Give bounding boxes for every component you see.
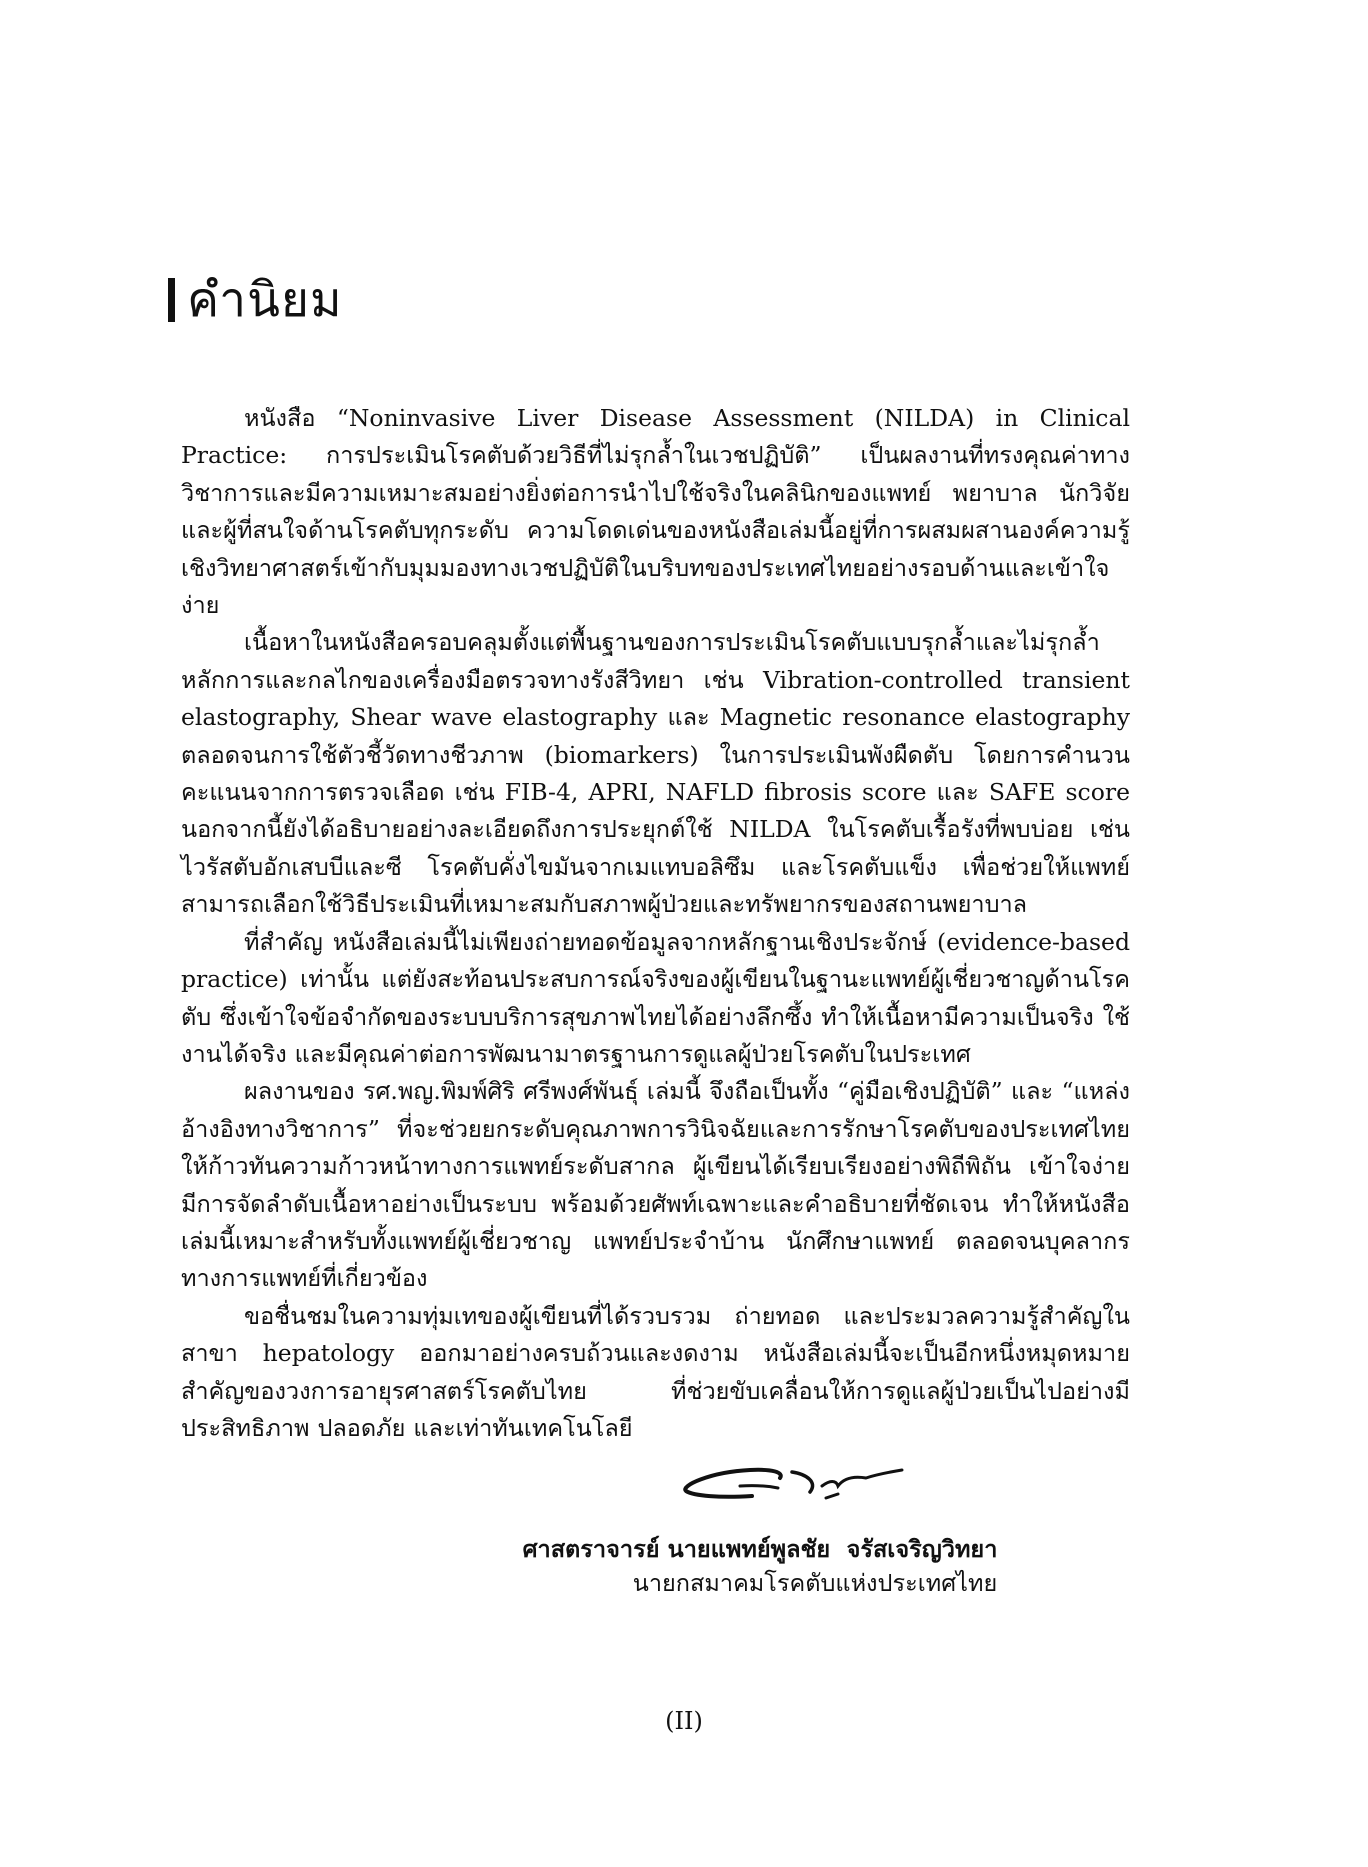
paragraph-5: ขอชื่นชมในความทุ่มเทของผู้เขียนที่ได้รวบรวม ถ่ายทอด และประมวลความรู้สำคัญในสาขา hepatology ออกมาอย่างครบถ้วนและงดงาม หนังสือเล่มนี้จะเป็นอีกหนึ่งหมุดหมายสำคัญของวงการอายุรศาสตร์โรคตับไทย ที่ช่วยขับเคลื่อนให้การดูแลผู้ป่วยเป็นไปอย่างมีประสิทธิภาพ ปลอดภัย และเท่าทันเทคโนโลยี bbox=[181, 1301, 1130, 1442]
foreword-body bbox=[181, 400, 1130, 1447]
page-number: (II) bbox=[665, 1707, 703, 1735]
signer-name: ศาสตราจารย์ นายแพทย์พูลชัย จรัสเจริญวิทยา bbox=[522, 1535, 998, 1563]
paragraph-2: เนื้อหาในหนังสือครอบคลุมตั้งแต่พื้นฐานของการประเมินโรคตับแบบรุกล้ำและไม่รุกล้ำ หลักการและกลไกของเครื่องมือตรวจทางรังสีวิทยา เช่น Vibration-controlled transient elastography, Shear wave elastography และ Magnetic resonance elastography ตลอดจนการใช้ตัวชี้วัดทางชีวภาพ (biomarkers) ในการประเมินพังผืดตับ โดยการคำนวนคะแนนจากการตรวจเลือด เช่น FIB-4, APRI, NAFLD fibrosis score และ SAFE score นอกจากนี้ยังได้อธิบายอย่างละเอียดถึงการประยุกต์ใช้ NILDA ในโรคตับเรื้อรังที่พบบ่อย เช่น ไวรัสตับอักเสบบีและซี โรคตับคั่งไขมันจากเมแทบอลิซึม และโรคตับแข็ง เพื่อช่วยให้แพทย์สามารถเลือกใช้วิธีประเมินที่เหมาะสมกับสภาพผู้ป่วยและทรัพยากรของสถานพยาบาล bbox=[181, 628, 1130, 919]
handwritten-signature bbox=[680, 1458, 920, 1518]
paragraph-1: หนังสือ “Noninvasive Liver Disease Assessment (NILDA) in Clinical Practice: การประเมินโรคตับด้วยวิธีที่ไม่รุกล้ำในเวชปฏิบัติ” เป็นผลงานที่ทรงคุณค่าทางวิชาการและมีความเหมาะสมอย่างยิ่งต่อการนำไปใช้จริงในคลินิกของแพทย์ พยาบาล นักวิจัย และผู้ที่สนใจด้านโรคตับทุกระดับ ความโดดเด่นของหนังสือเล่มนี้อยู่ที่การผสมผสานองค์ความรู้เชิงวิทยาศาสตร์เข้ากับมุมมองทางเวชปฏิบัติในบริบทของประเทศไทยอย่างรอบด้านและเข้าใจง่าย bbox=[181, 404, 1130, 620]
signer-title: นายกสมาคมโรคตับแห่งประเทศไทย bbox=[632, 1569, 998, 1597]
page-heading bbox=[168, 270, 343, 330]
heading-bar bbox=[168, 278, 175, 322]
signature-block bbox=[480, 1458, 1040, 1600]
page-title: คำนิยม bbox=[187, 272, 343, 328]
paragraph-4: ผลงานของ รศ.พญ.พิมพ์ศิริ ศรีพงศ์พันธุ์ เล่มนี้ จึงถือเป็นทั้ง “คู่มือเชิงปฏิบัติ” และ “แหล่งอ้างอิงทางวิชาการ” ที่จะช่วยยกระดับคุณภาพการวินิจฉัยและการรักษาโรคตับของประเทศไทยให้ก้าวทันความก้าวหน้าทางการแพทย์ระดับสากล ผู้เขียนได้เรียบเรียงอย่างพิถีพิถัน เข้าใจง่าย มีการจัดลำดับเนื้อหาอย่างเป็นระบบ พร้อมด้วยศัพท์เฉพาะและคำอธิบายที่ชัดเจน ทำให้หนังสือเล่มนี้เหมาะสำหรับทั้งแพทย์ผู้เชี่ยวชาญ แพทย์ประจำบ้าน นักศึกษาแพทย์ ตลอดจนบุคลากรทางการแพทย์ที่เกี่ยวข้อง bbox=[181, 1077, 1130, 1293]
paragraph-3: ที่สำคัญ หนังสือเล่มนี้ไม่เพียงถ่ายทอดข้อมูลจากหลักฐานเชิงประจักษ์ (evidence-based practice) เท่านั้น แต่ยังสะท้อนประสบการณ์จริงของผู้เขียนในฐานะแพทย์ผู้เชี่ยวชาญด้านโรคตับ ซึ่งเข้าใจข้อจำกัดของระบบบริการสุขภาพไทยได้อย่างลึกซึ้ง ทำให้เนื้อหามีความเป็นจริง ใช้งานได้จริง และมีคุณค่าต่อการพัฒนามาตรฐานการดูแลผู้ป่วยโรคตับในประเทศ bbox=[181, 927, 1130, 1068]
